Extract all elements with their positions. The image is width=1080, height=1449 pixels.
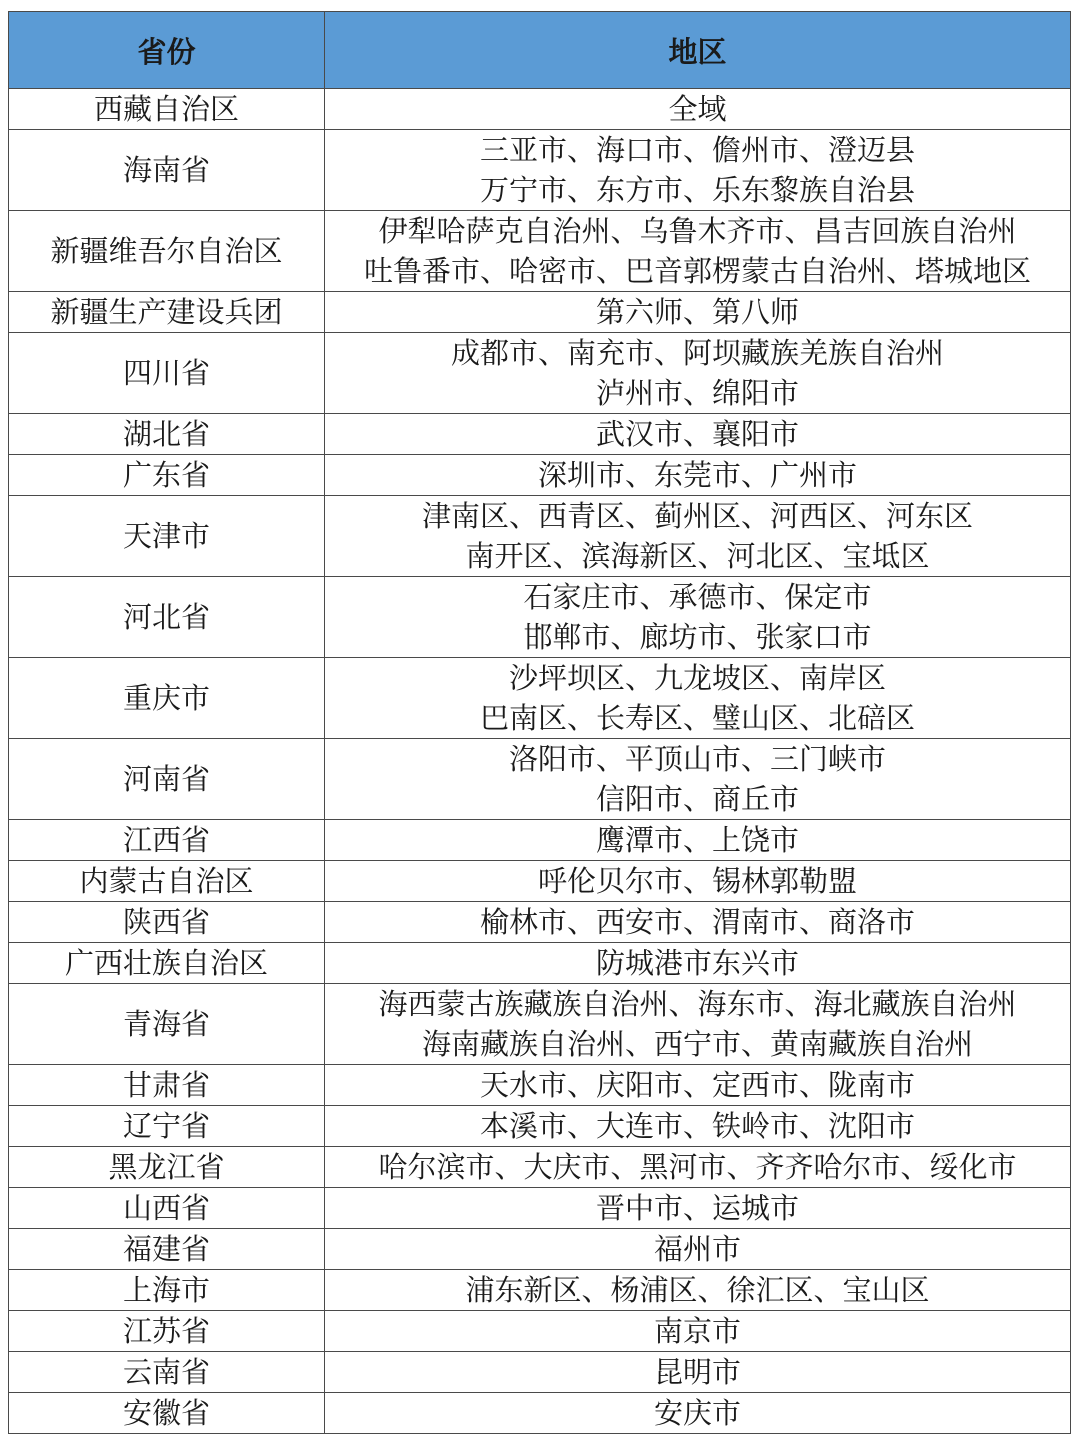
region-line: 榆林市、西安市、渭南市、商洛市	[479, 905, 915, 939]
region-line: 沙坪坝区、九龙坡区、南岸区	[508, 661, 886, 695]
table-row	[9, 1393, 1071, 1434]
province-cell: 黑龙江省	[9, 1147, 325, 1188]
table-row	[9, 455, 1071, 496]
table-body	[9, 89, 1071, 1434]
region-cell	[325, 1229, 1071, 1270]
region-line: 南开区、滨海新区、河北区、宝坻区	[465, 539, 930, 573]
region-line: 天水市、庆阳市、定西市、陇南市	[479, 1068, 915, 1102]
region-line: 海西蒙古族藏族自治州、海东市、海北藏族自治州	[378, 987, 1017, 1021]
province-cell: 上海市	[9, 1270, 325, 1311]
table-row	[9, 1311, 1071, 1352]
region-line: 全域	[668, 92, 727, 126]
table-row	[9, 820, 1071, 861]
province-region-table	[8, 11, 1071, 1434]
header-region: 地区	[325, 12, 1071, 89]
region-line: 呼伦贝尔市、锡林郭勒盟	[537, 864, 857, 898]
region-line: 南京市	[653, 1314, 741, 1348]
region-cell	[325, 984, 1071, 1065]
table-row	[9, 658, 1071, 739]
region-cell	[325, 1393, 1071, 1434]
province-cell: 新疆生产建设兵团	[9, 292, 325, 333]
region-line: 哈尔滨市、大庆市、黑河市、齐齐哈尔市、绥化市	[378, 1150, 1017, 1184]
region-line: 浦东新区、杨浦区、徐汇区、宝山区	[465, 1273, 930, 1307]
table-row	[9, 1188, 1071, 1229]
region-line: 晋中市、运城市	[595, 1191, 799, 1225]
region-line: 津南区、西青区、蓟州区、河西区、河东区	[421, 499, 973, 533]
region-line: 万宁市、东方市、乐东黎族自治县	[479, 173, 915, 207]
province-cell: 河北省	[9, 577, 325, 658]
table-row	[9, 577, 1071, 658]
region-line: 本溪市、大连市、铁岭市、沈阳市	[479, 1109, 915, 1143]
table-row	[9, 861, 1071, 902]
region-cell	[325, 577, 1071, 658]
region-cell	[325, 1352, 1071, 1393]
region-cell	[325, 496, 1071, 577]
region-line: 深圳市、东莞市、广州市	[537, 458, 857, 492]
region-cell	[325, 943, 1071, 984]
province-cell: 江苏省	[9, 1311, 325, 1352]
region-line: 石家庄市、承德市、保定市	[523, 580, 872, 614]
region-cell	[325, 414, 1071, 455]
region-line: 泸州市、绵阳市	[595, 376, 799, 410]
region-line: 三亚市、海口市、儋州市、澄迈县	[479, 133, 915, 167]
table-row	[9, 1229, 1071, 1270]
region-cell	[325, 658, 1071, 739]
table-row	[9, 292, 1071, 333]
province-cell: 天津市	[9, 496, 325, 577]
region-cell	[325, 130, 1071, 211]
table-row	[9, 89, 1071, 130]
table-row	[9, 984, 1071, 1065]
region-line: 鹰潭市、上饶市	[595, 823, 799, 857]
region-cell	[325, 211, 1071, 292]
province-cell: 广东省	[9, 455, 325, 496]
region-line: 邯郸市、廊坊市、张家口市	[523, 620, 872, 654]
province-cell: 重庆市	[9, 658, 325, 739]
region-cell	[325, 739, 1071, 820]
table-row	[9, 496, 1071, 577]
region-line: 第六师、第八师	[595, 295, 799, 329]
region-cell	[325, 1311, 1071, 1352]
region-line: 武汉市、襄阳市	[595, 417, 799, 451]
province-cell: 云南省	[9, 1352, 325, 1393]
region-cell	[325, 455, 1071, 496]
table-row	[9, 1147, 1071, 1188]
province-cell: 陕西省	[9, 902, 325, 943]
region-cell	[325, 1188, 1071, 1229]
region-cell	[325, 902, 1071, 943]
region-cell	[325, 1270, 1071, 1311]
province-cell: 新疆维吾尔自治区	[9, 211, 325, 292]
province-cell: 江西省	[9, 820, 325, 861]
region-cell	[325, 1065, 1071, 1106]
table-row	[9, 1106, 1071, 1147]
region-line: 洛阳市、平顶山市、三门峡市	[508, 742, 886, 776]
province-cell: 青海省	[9, 984, 325, 1065]
province-cell: 辽宁省	[9, 1106, 325, 1147]
province-cell: 山西省	[9, 1188, 325, 1229]
province-cell: 福建省	[9, 1229, 325, 1270]
region-cell	[325, 820, 1071, 861]
region-table-container	[8, 11, 1070, 1434]
province-cell: 河南省	[9, 739, 325, 820]
table-row	[9, 902, 1071, 943]
province-cell: 湖北省	[9, 414, 325, 455]
header-row	[9, 12, 1071, 89]
region-line: 防城港市东兴市	[595, 946, 799, 980]
province-cell: 内蒙古自治区	[9, 861, 325, 902]
region-cell	[325, 1106, 1071, 1147]
table-row	[9, 1352, 1071, 1393]
region-cell	[325, 861, 1071, 902]
table-row	[9, 130, 1071, 211]
region-line: 福州市	[653, 1232, 741, 1266]
region-line: 巴南区、长寿区、璧山区、北碚区	[479, 701, 915, 735]
header-province: 省份	[9, 12, 325, 89]
province-cell: 甘肃省	[9, 1065, 325, 1106]
table-row	[9, 1065, 1071, 1106]
region-cell	[325, 1147, 1071, 1188]
region-line: 吐鲁番市、哈密市、巴音郭楞蒙古自治州、塔城地区	[363, 254, 1031, 288]
table-row	[9, 414, 1071, 455]
region-cell	[325, 292, 1071, 333]
province-cell: 广西壮族自治区	[9, 943, 325, 984]
table-row	[9, 739, 1071, 820]
table-row	[9, 943, 1071, 984]
table-row	[9, 1270, 1071, 1311]
province-cell: 四川省	[9, 333, 325, 414]
province-cell: 安徽省	[9, 1393, 325, 1434]
region-line: 海南藏族自治州、西宁市、黄南藏族自治州	[421, 1027, 973, 1061]
region-line: 昆明市	[653, 1355, 741, 1389]
region-line: 伊犁哈萨克自治州、乌鲁木齐市、昌吉回族自治州	[378, 214, 1017, 248]
table-header	[9, 12, 1071, 89]
region-cell	[325, 89, 1071, 130]
region-cell	[325, 333, 1071, 414]
table-row	[9, 333, 1071, 414]
province-cell: 海南省	[9, 130, 325, 211]
region-line: 信阳市、商丘市	[595, 782, 799, 816]
region-line: 安庆市	[653, 1396, 741, 1430]
table-row	[9, 211, 1071, 292]
region-line: 成都市、南充市、阿坝藏族羌族自治州	[450, 336, 944, 370]
province-cell: 西藏自治区	[9, 89, 325, 130]
